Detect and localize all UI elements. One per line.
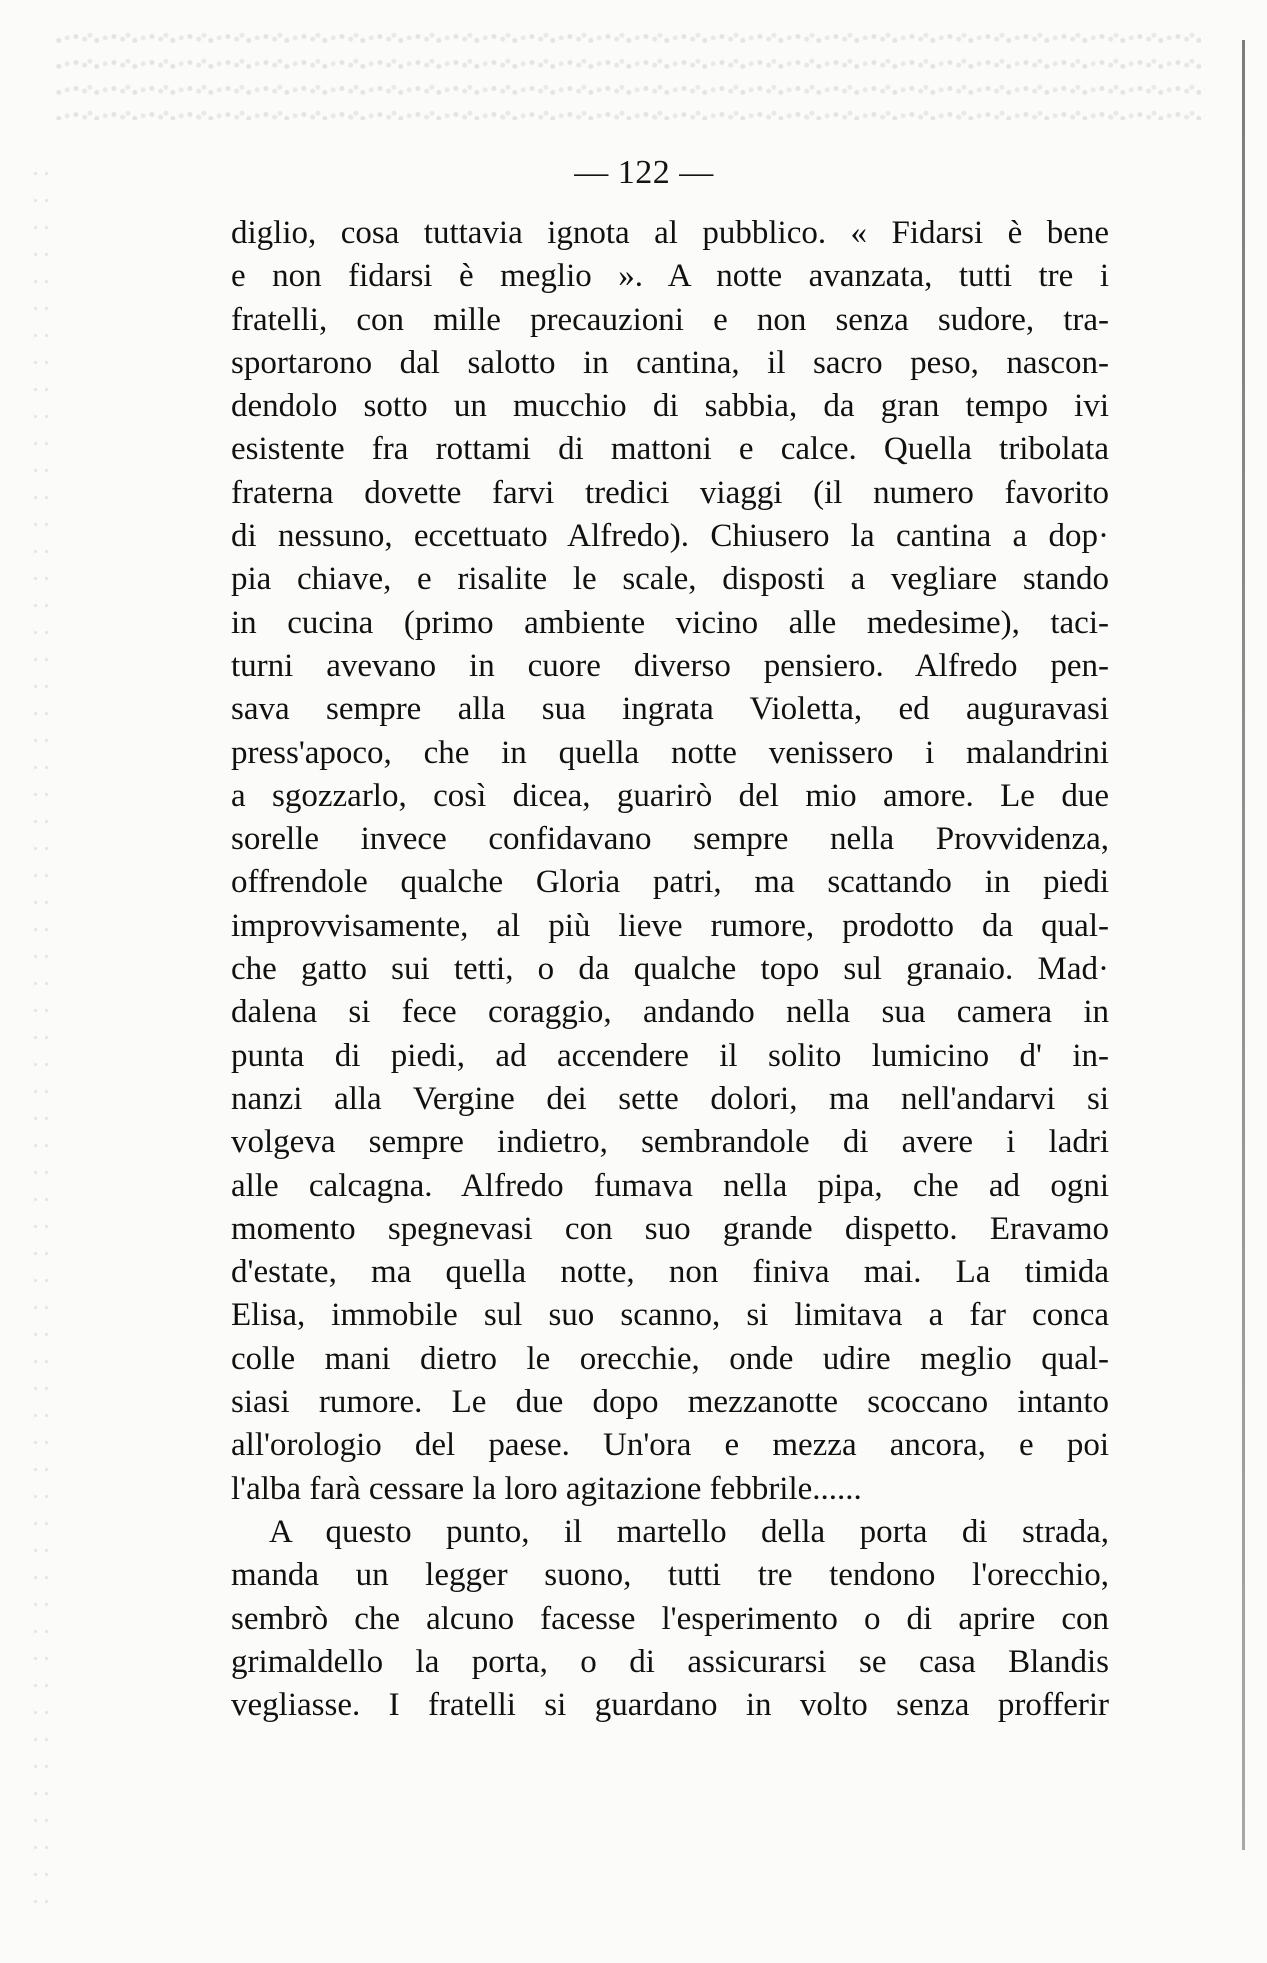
page-number: — 122 — xyxy=(574,154,714,191)
text-line: punta di piedi, ad accendere il solito lumicino d' in- xyxy=(231,1037,1109,1074)
text-line: che gatto sui tetti, o da qualche topo sul granaio. Mad· xyxy=(231,951,1109,988)
text-line: A questo punto, il martello della porta di strada, xyxy=(269,1513,1109,1550)
text-line: e non fidarsi è meglio ». A notte avanzata, tutti tre i xyxy=(231,258,1109,295)
text-line: colle mani dietro le orecchie, onde udire meglio qual- xyxy=(231,1340,1109,1377)
page-edge-shadow xyxy=(1242,40,1245,1850)
text-line: nanzi alla Vergine dei sette dolori, ma nell'andarvi si xyxy=(231,1080,1109,1117)
text-line: l'alba farà cessare la loro agitazione febbrile...... xyxy=(231,1470,862,1507)
text-line: improvvisamente, al più lieve rumore, prodotto da qual- xyxy=(231,907,1109,944)
text-line: momento spegnevasi con suo grande dispetto. Eravamo xyxy=(231,1210,1109,1247)
text-line: pia chiave, e risalite le scale, disposti a vegliare stando xyxy=(231,561,1109,598)
text-line: fraterna dovette farvi tredici viaggi (il numero favorito xyxy=(231,474,1109,511)
text-line: Elisa, immobile sul suo scanno, si limitava a far conca xyxy=(231,1297,1109,1334)
text-line: dalena si fece coraggio, andando nella sua camera in xyxy=(231,994,1109,1031)
text-line: manda un legger suono, tutti tre tendono l'orecchio, xyxy=(231,1557,1109,1594)
body-text xyxy=(231,212,1109,1727)
text-line: sembrò che alcuno facesse l'esperimento o di aprire con xyxy=(231,1600,1109,1637)
text-line: offrendole qualche Gloria patri, ma scattando in piedi xyxy=(231,864,1109,901)
text-line: press'apoco, che in quella notte venissero i malandrini xyxy=(231,734,1109,771)
text-line: sorelle invece confidavano sempre nella Provvidenza, xyxy=(231,821,1109,858)
text-line: di nessuno, eccettuato Alfredo). Chiusero la cantina a dop· xyxy=(231,518,1109,555)
text-line: grimaldello la porta, o di assicurarsi se casa Blandis xyxy=(231,1643,1109,1680)
text-line: fratelli, con mille precauzioni e non senza sudore, tra- xyxy=(231,301,1109,338)
text-line: dendolo sotto un mucchio di sabbia, da gran tempo ivi xyxy=(231,388,1109,425)
scan-noise-top xyxy=(55,30,1205,120)
text-line: turni avevano in cuore diverso pensiero. Alfredo pen- xyxy=(231,647,1109,684)
text-line: in cucina (primo ambiente vicino alle medesime), taci- xyxy=(231,604,1109,641)
text-line: esistente fra rottami di mattoni e calce. Quella tribolata xyxy=(231,431,1109,468)
text-line: a sgozzarlo, così dicea, guarirò del mio amore. Le due xyxy=(231,777,1109,814)
text-line: sava sempre alla sua ingrata Violetta, ed auguravasi xyxy=(231,691,1109,728)
text-line: diglio, cosa tuttavia ignota al pubblico. « Fidarsi è bene xyxy=(231,215,1109,251)
text-line: siasi rumore. Le due dopo mezzanotte scoccano intanto xyxy=(231,1384,1109,1421)
scan-noise-left xyxy=(30,160,52,1920)
text-line: all'orologio del paese. Un'ora e mezza ancora, e poi xyxy=(231,1427,1109,1464)
text-line: sportarono dal salotto in cantina, il sacro peso, nascon- xyxy=(231,344,1109,381)
text-line: volgeva sempre indietro, sembrandole di avere i ladri xyxy=(231,1124,1109,1161)
text-line: d'estate, ma quella notte, non finiva mai. La timida xyxy=(231,1254,1109,1291)
text-line: alle calcagna. Alfredo fumava nella pipa, che ad ogni xyxy=(231,1167,1109,1204)
text-line: vegliasse. I fratelli si guardano in volto senza profferir xyxy=(231,1687,1109,1724)
